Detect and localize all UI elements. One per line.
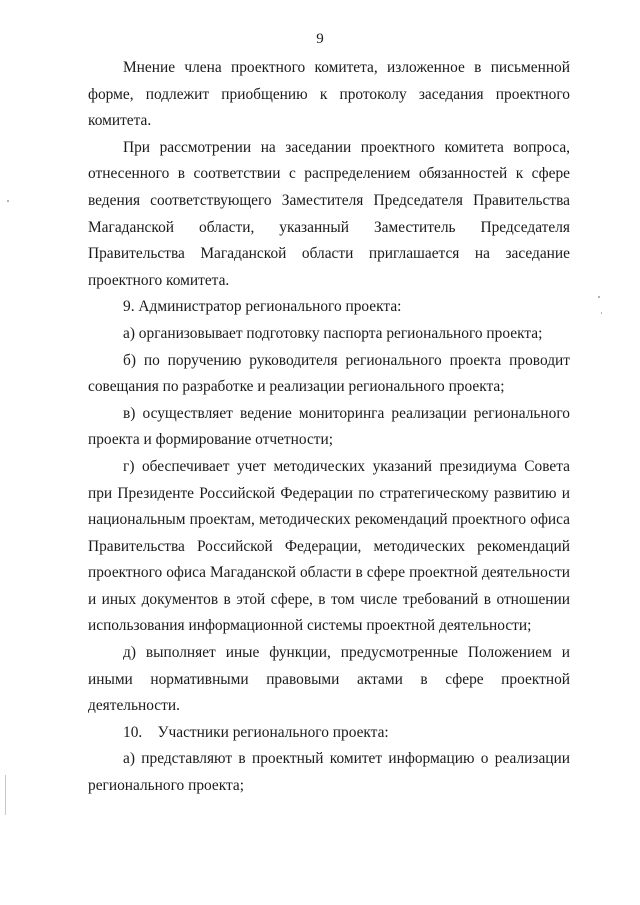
paragraph-item-9b: б) по поручению руководителя регионального проекта проводит совещания по разработке и реализации регионального проекта; [88,351,570,396]
scan-speck [7,200,9,202]
paragraph-item-10a: а) представляют в проектный комитет информацию о реализации регионального проекта; [88,750,570,795]
paragraph-opinion: Мнение члена проектного комитета, изложенное в письменной форме, подлежит приобщению к протоколу заседания проектного комитета. [88,59,570,130]
scan-speck [598,296,600,298]
paragraph-deputy-chair: При рассмотрении на заседании проектного комитета вопроса, отнесенного в соответствии с распределением обязанностей к сфере ведения соответствующего Заместителя Председателя Правительства Магаданской области, указанный Заместитель Председателя Правительства Магаданской области приглашается на заседание проектного комитета. [88,138,570,289]
paragraph-item-9a: а) организовывает подготовку паспорта регионального проекта; [123,324,543,342]
paragraph-item-9v: в) осуществляет ведение мониторинга реализации регионального проекта и формирование отчетности; [88,404,570,449]
paragraph-item-9g: г) обеспечивает учет методических указаний президиума Совета при Президенте Российской Федерации по стратегическому развитию и национальным проектам, методических рекомендаций проектного офиса Правительства Российской Федерации, методических рекомендаций проектного офиса Магаданской области в сфере проектной деятельности и иных документов в этой сфере, в том числе требований в отношении использования информационной системы проектной деятельности; [88,457,570,635]
document-body [88,55,570,800]
paragraph-item-9-heading: 9. Администратор регионального проекта: [123,298,402,316]
page-number: 9 [316,31,324,47]
paragraph-item-10-heading: 10. Участники регионального проекта: [123,723,389,741]
scan-speck [601,312,602,314]
paragraph-item-9d: д) выполняет иные функции, предусмотренные Положением и иными нормативными правовыми актами в сфере проектной деятельности. [88,644,570,715]
scan-edge-mark [5,775,6,815]
